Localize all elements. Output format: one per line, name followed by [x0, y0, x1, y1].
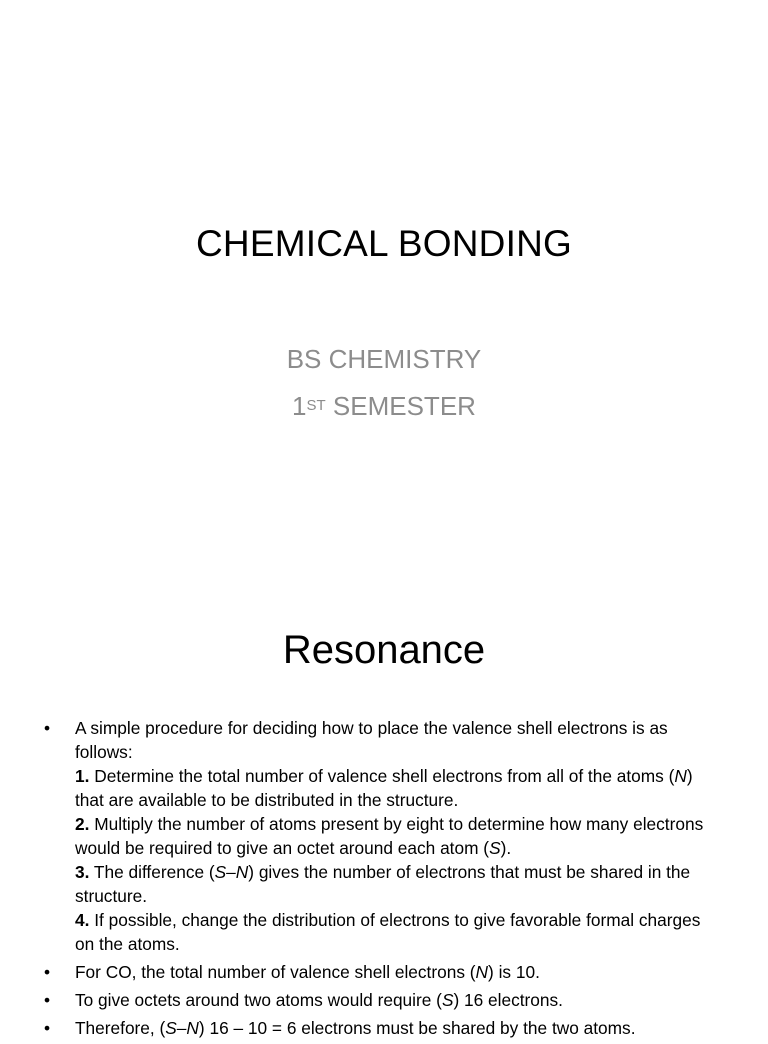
- procedure-step-3: [75, 860, 716, 908]
- bullet-text: ) is 10.: [488, 962, 540, 982]
- subtitle-program: BS CHEMISTRY: [286, 344, 482, 374]
- bullet-text: ) 16 – 10 = 6 electrons must be shared by the two atoms.: [198, 1018, 636, 1038]
- slide-subtitle: [0, 336, 768, 430]
- step-text: ) that are available to be distributed in the structure.: [75, 766, 693, 810]
- step-variable: S–N: [214, 862, 249, 882]
- step-text: Determine the total number of valence shell electrons from all of the atoms (: [89, 766, 675, 786]
- step-text: Multiply the number of atoms present by eight to determine how many electrons would be required to give an octet around each atom (: [75, 814, 704, 858]
- bullet-text: Therefore, (: [75, 1018, 166, 1038]
- semester-ordinal: ST: [306, 397, 326, 414]
- step-text: ).: [500, 838, 512, 858]
- bullet-variable: N: [475, 962, 489, 982]
- slide-title: CHEMICAL BONDING: [196, 223, 572, 264]
- procedure-step-2: [75, 812, 716, 860]
- bullet-variable: S–N: [165, 1018, 199, 1038]
- resonance-slide: [0, 576, 768, 1038]
- step-number: 4.: [75, 910, 90, 930]
- bullet-marker: •: [44, 962, 51, 982]
- step-number: 3.: [75, 862, 90, 882]
- bullet-marker: •: [44, 1018, 51, 1038]
- step-variable: S: [489, 838, 501, 858]
- procedure-intro: A simple procedure for deciding how to place the valence shell electrons is as follows:: [75, 718, 668, 762]
- step-number: 1.: [75, 766, 90, 786]
- procedure-step-4: [75, 908, 716, 956]
- slide-heading: Resonance: [282, 628, 486, 672]
- bullet-variable: S: [441, 990, 454, 1010]
- bullet-item-shared: [44, 1016, 716, 1040]
- bullet-text: For CO, the total number of valence shell electrons (: [75, 962, 476, 982]
- bullet-text: ) 16 electrons.: [453, 990, 563, 1010]
- procedure-step-1: [75, 764, 716, 812]
- bullet-list: [44, 716, 716, 1044]
- step-variable: N: [674, 766, 687, 786]
- step-text: If possible, change the distribution of electrons to give favorable formal charges on the atoms.: [75, 910, 701, 954]
- bullet-item-co-electrons: [44, 960, 716, 984]
- bullet-item-octets: [44, 988, 716, 1012]
- step-text: ) gives the number of electrons that must be shared in the structure.: [75, 862, 691, 906]
- bullet-marker: •: [44, 990, 51, 1010]
- step-text: The difference (: [89, 862, 215, 882]
- semester-number: 1: [292, 391, 307, 421]
- semester-label: SEMESTER: [325, 391, 476, 421]
- bullet-item-procedure: [44, 716, 716, 956]
- bullet-text: To give octets around two atoms would require (: [75, 990, 442, 1010]
- bullet-marker: •: [44, 718, 51, 738]
- subtitle-semester: [0, 383, 768, 430]
- step-number: 2.: [75, 814, 90, 834]
